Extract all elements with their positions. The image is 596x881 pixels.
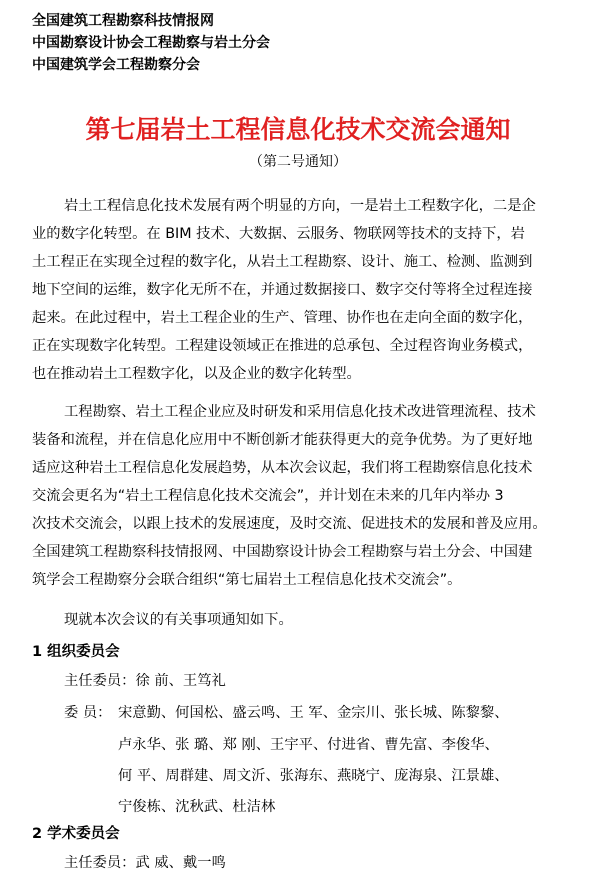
paragraph-line: 起来。在此过程中，岩土工程企业的生产、管理、协作也在走向全面的数字化， (32, 310, 533, 326)
paragraph-line: 岩土工程信息化技术发展有两个明显的方向，一是岩土工程数字化，二是企 (64, 198, 536, 214)
section-1-members-label: 委 员： (64, 705, 112, 721)
section-2-heading: 2 学术委员会 (32, 826, 120, 842)
paragraph-line: 交流会更名为“岩土工程信息化技术交流会”，并计划在未来的几年内举办 3 (32, 488, 504, 504)
chair-label: 主任委员： (64, 855, 136, 871)
section-2-chair (64, 852, 226, 872)
chair-names: 武 威、戴一鸣 (135, 855, 226, 871)
member-line: 卢永华、张 璐、郑 刚、王宇平、付进省、曹先富、李俊华、 (118, 737, 499, 753)
member-line: 何 平、周群建、周文沂、张海东、燕晓宁、庞海泉、江景雄、 (118, 768, 509, 784)
organizer-line: 中国勘察设计协会工程勘察与岩土分会 (32, 35, 270, 51)
section-1-heading: 1 组织委员会 (32, 644, 120, 660)
organizer-line: 全国建筑工程勘察科技情报网 (32, 13, 214, 29)
paragraph-line: 业的数字化转型。在 BIM 技术、大数据、云服务、物联网等技术的支持下，岩 (32, 226, 525, 242)
chair-label: 主任委员： (64, 673, 136, 689)
paragraph-line: 全国建筑工程勘察科技情报网、中国勘察设计协会工程勘察与岩土分会、中国建 (32, 544, 533, 560)
paragraph-line: 装备和流程，并在信息化应用中不断创新才能获得更大的竞争优势。为了更好地 (32, 432, 533, 448)
paragraph-1 (32, 192, 568, 388)
notice-subtitle: （第二号通知） (249, 154, 347, 170)
paragraph-line: 次技术交流会，以跟上技术的发展速度，及时交流、促进技术的发展和普及应用。 (32, 516, 547, 532)
paragraph-3 (32, 606, 568, 634)
chair-names: 徐 前、王笃礼 (135, 673, 226, 689)
paragraph-line: 也在推动岩土工程数字化，以及企业的数字化转型。 (32, 366, 361, 382)
organizer-line: 中国建筑学会工程勘察分会 (32, 57, 200, 73)
paragraph-line: 筑学会工程勘察分会联合组织“第七届岩土工程信息化技术交流会”。 (32, 572, 462, 588)
paragraph-line: 适应这种岩土工程信息化发展趋势，从本次会议起，我们将工程勘察信息化技术 (32, 460, 533, 476)
member-line: 宋意勤、何国松、盛云鸣、王 军、金宗川、张长城、陈黎黎、 (118, 705, 509, 721)
notice-title: 第七届岩土工程信息化技术交流会通知 (85, 115, 511, 144)
paragraph-2 (32, 398, 568, 594)
organizer-list (32, 10, 270, 76)
paragraph-line: 正在实现数字化转型。工程建设领域正在推进的总承包、全过程咨询业务模式， (32, 338, 533, 354)
paragraph-line: 工程勘察、岩土工程企业应及时研发和采用信息化技术改进管理流程、技术 (64, 404, 536, 420)
paragraph-line: 地下空间的运维，数字化无所不在，并通过数据接口、数字交付等将全过程连接 (32, 282, 533, 298)
member-line: 宁俊栋、沈秋武、杜洁林 (118, 799, 276, 815)
paragraph-line: 现就本次会议的有关事项通知如下。 (64, 612, 293, 628)
paragraph-line: 土工程正在实现全过程的数字化，从岩土工程勘察、设计、施工、检测、监测到 (32, 254, 533, 270)
section-1-chair (64, 670, 226, 690)
